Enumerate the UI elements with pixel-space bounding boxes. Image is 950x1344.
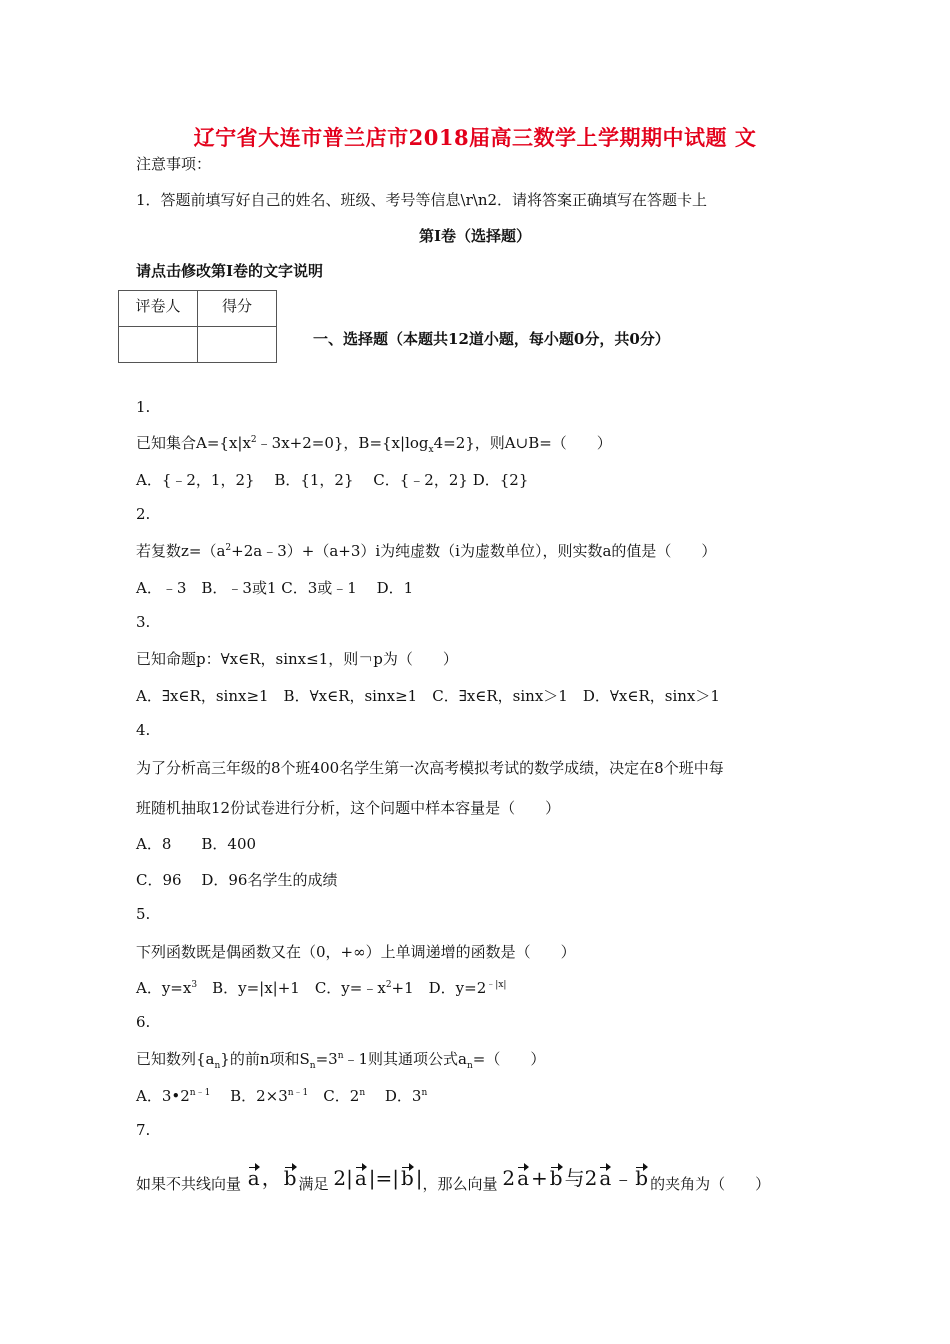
question-number: 1. [136, 398, 151, 416]
question-number: 3. [136, 613, 151, 631]
score-cell [198, 327, 277, 363]
question-stem: 班随机抽取12份试卷进行分析，这个问题中样本容量是（ ） [136, 799, 561, 817]
notes-line: 1．答题前填写好自己的姓名、班级、考号等信息\r\n2．请将答案正确填写在答题卡上 [136, 191, 708, 209]
question-number: 4. [136, 721, 151, 739]
section-title: 一、选择题（本题共12道小题，每小题0分，共0分） [313, 330, 670, 348]
question-stem: 下列函数既是偶函数又在（0，+∞）上单调递增的函数是（ ） [136, 943, 576, 961]
question-stem: 为了分析高三年级的8个班400名学生第一次高考模拟考试的数学成绩，决定在8个班中每 [136, 759, 724, 777]
volume-title: 第I卷（选择题） [418, 227, 532, 245]
question-options: A．$3•2^{n﹣1}$ B．$2\times 3^{n﹣1}$ C．2$^n$ D．3$^n$ [136, 1087, 428, 1105]
score-header: 得分 [198, 291, 277, 327]
question-number: 7. [136, 1121, 151, 1139]
document-title: 辽宁省大连市普兰店市2018届高三数学上学期期中试题 文 [193, 125, 757, 150]
question-number: 6. [136, 1013, 151, 1031]
question-options: A．﹣3 B．﹣3或1 C．3或﹣1 D．1 [136, 579, 414, 597]
question-options: A．{﹣2，1，2} B．{1，2} C．{﹣2，2} D．{2} [136, 471, 529, 489]
vector-norm-formula: 2| a |=| b | [333, 1166, 423, 1190]
question-stem: 若复数$z=(a^2+2a﹣3)+(a+3)i$为纯虚数（i为虚数单位），则实数a的值是（ ） [136, 542, 717, 560]
vector-ab-formula: a ， b [247, 1166, 297, 1190]
volume-note: 请点击修改第I卷的文字说明 [136, 262, 324, 280]
question-number: 2. [136, 505, 151, 523]
question-options: A．8 B．400 [136, 835, 257, 853]
grader-cell [119, 327, 198, 363]
vector-combination-formula: 2 a + b 与2 a ﹣ b [502, 1166, 649, 1190]
question-stem: 已知集合$A=\{x|x^2﹣3x+2=0\}$，$B=\{x|\log_x4=2\}$，则A∪B=（ ） [136, 434, 612, 455]
question-options: C．96 D．96名学生的成绩 [136, 871, 338, 889]
question-number: 5. [136, 905, 151, 923]
question-stem: 已知数列$\{a_n\}$的前n项和$S_n=3^n﹣1$则其通项公式$a_n=$（ ） [136, 1050, 546, 1071]
score-table [118, 290, 277, 363]
question-options: A．∃x∈R，sinx≥1 B．∀x∈R，sinx≥1 C．∃x∈R，sinx＞1 D．∀x∈R，sinx＞1 [136, 687, 720, 705]
grader-header: 评卷人 [119, 291, 198, 327]
question-stem: 如果不共线向量 a ， b 满足 2| a |=| b |，那么向量 2 a + b 与2 a ﹣ b 的夹角为（ ） [136, 1166, 771, 1193]
question-stem: 已知命题p：∀x∈R，sinx≤1，则￢p为（ ） [136, 650, 458, 668]
notes-heading: 注意事项： [136, 155, 212, 173]
question-options: A．$y=x^3$ B．y=|x|+1 C．$y=﹣x^2+1$ D．$y=2^{﹣|x|}$ [136, 979, 507, 997]
